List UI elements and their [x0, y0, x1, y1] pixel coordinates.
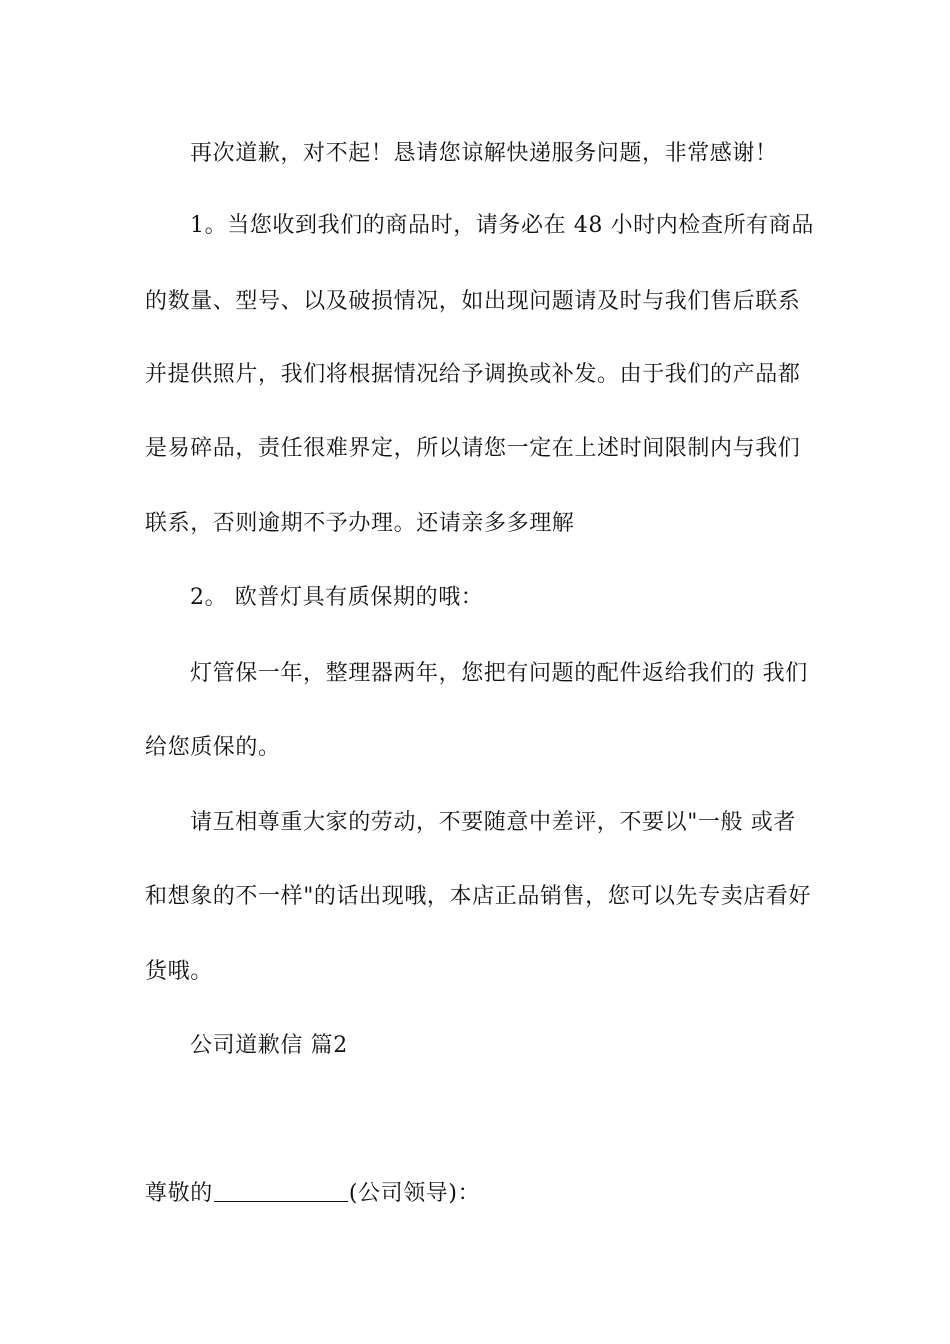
- note-1-line-1: 1。当您收到我们的商品时，请务必在 48 小时内检查所有商品: [190, 213, 814, 238]
- warranty-line-1: 灯管保一年，整理器两年，您把有问题的配件返给我们的 我们: [190, 661, 808, 686]
- note-1-line-3: 并提供照片，我们将根据情况给予调换或补发。由于我们的产品都: [145, 362, 801, 387]
- salutation-line: [145, 1179, 480, 1209]
- salutation-suffix: (公司领导)：: [348, 1181, 481, 1206]
- note-2-heading: 2。 欧普灯具有质保期的哦：: [190, 585, 484, 610]
- fill-in-blank: [214, 1181, 348, 1202]
- note-1-line-2: 的数量、型号、以及破损情况，如出现问题请及时与我们售后联系: [145, 289, 801, 314]
- section-heading: 公司道歉信 篇2: [190, 1033, 348, 1058]
- note-1-line-4: 是易碎品，责任很难界定，所以请您一定在上述时间限制内与我们: [145, 436, 801, 461]
- review-request-line-3: 货哦。: [145, 959, 213, 984]
- warranty-line-2: 给您质保的。: [145, 735, 281, 760]
- review-request-line-2: 和想象的不一样"的话出现哦，本店正品销售，您可以先专卖店看好: [145, 884, 812, 909]
- salutation-prefix: 尊敬的: [145, 1181, 213, 1206]
- review-request-line-1: 请互相尊重大家的劳动，不要随意中差评，不要以"一般 或者: [190, 810, 796, 835]
- note-1-line-5: 联系，否则逾期不予办理。还请亲多多理解: [145, 511, 575, 536]
- apology-closing-line: 再次道歉，对不起！恳请您谅解快递服务问题，非常感谢！: [190, 141, 778, 166]
